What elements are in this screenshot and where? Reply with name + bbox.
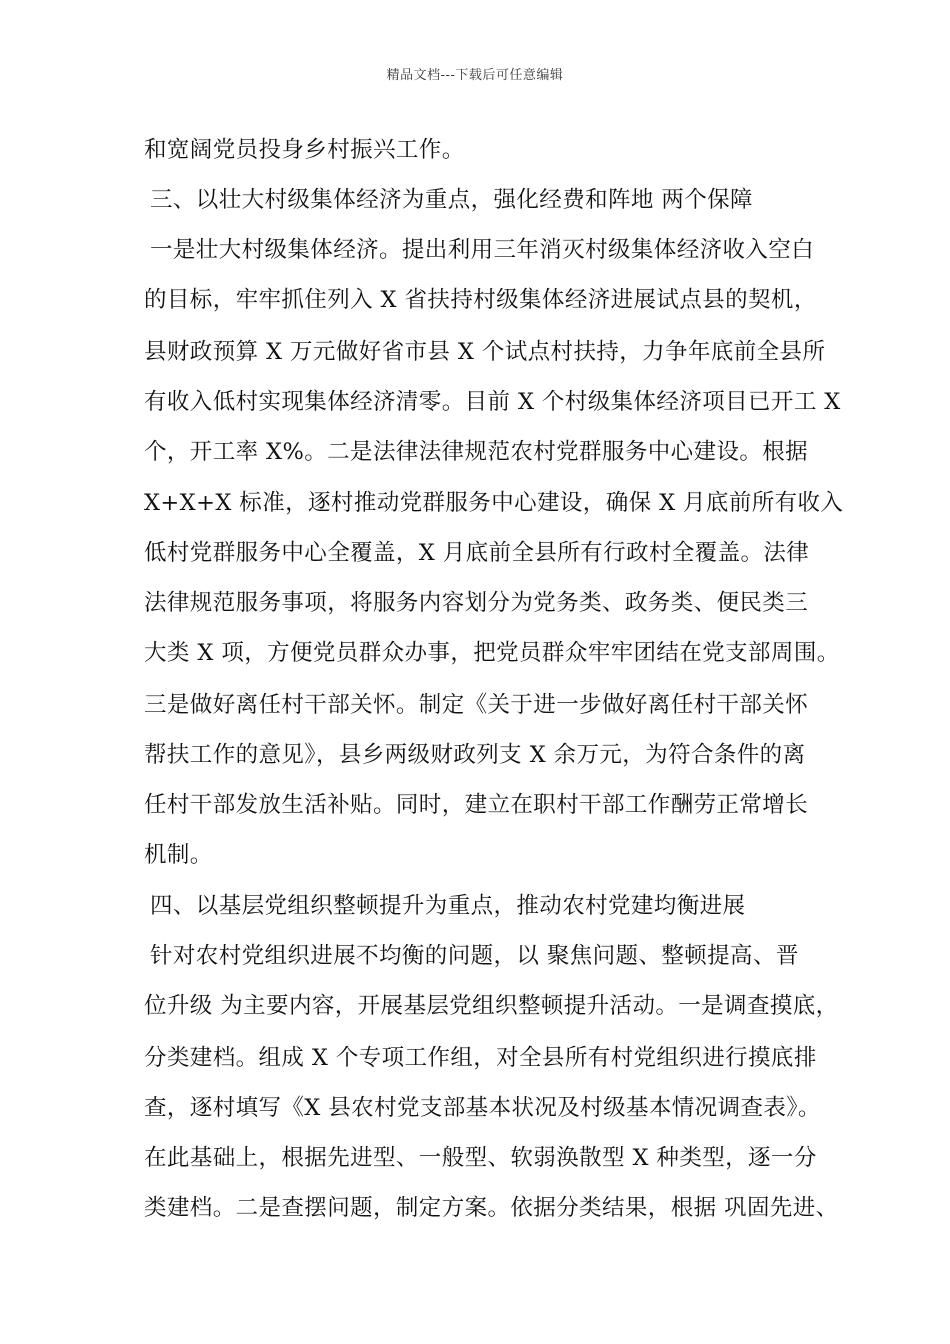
text-line: 低村党群服务中心全覆盖，X 月底前全县所有行政村全覆盖。法律: [144, 540, 810, 566]
section-heading: 四、以基层党组织整顿提升为重点，推动农村党建均衡进展: [150, 893, 746, 919]
text-line: 有收入低村实现集体经济清零。目前 X 个村级集体经济项目已开工 X: [144, 389, 841, 415]
text-line: 县财政预算 X 万元做好省市县 X 个试点村扶持，力争年底前全县所: [144, 339, 826, 365]
text-line: 法律规范服务事项，将服务内容划分为党务类、政务类、便民类三: [144, 590, 809, 616]
text-line: 和宽阔党员投身乡村振兴工作。: [144, 137, 465, 163]
text-line: 一是壮大村级集体经济。提出利用三年消灭村级集体经济收入空白: [150, 237, 815, 263]
text-line: 的目标，牢牢抓住列入 X 省扶持村级集体经济进展试点县的契机，: [144, 287, 817, 313]
text-line: 三是做好离任村干部关怀。制定《关于进一步做好离任村干部关怀: [144, 692, 809, 718]
text-line: 分类建档。组成 X 个专项工作组，对全县所有村党组织进行摸底排: [144, 1045, 817, 1071]
text-line: 任村干部发放生活补贴。同时，建立在职村干部工作酬劳正常增长: [144, 792, 809, 818]
text-line: 帮扶工作的意见》，县乡两级财政列支 X 余万元，为符合条件的离: [144, 742, 806, 768]
text-line: 查，逐村填写《X 县农村党支部基本状况及村级基本情况调查表》。: [144, 1095, 821, 1121]
text-line: 个，开工率 X%。二是法律法律规范农村党群服务中心建设。根据: [144, 439, 809, 465]
text-line: 大类 X 项，方便党员群众办事，把党员群众牢牢团结在党支部周围。: [144, 640, 840, 666]
text-line: X+X+X 标准，逐村推动党群服务中心建设，确保 X 月底前所有收入: [144, 490, 844, 516]
text-line: 机制。: [144, 842, 213, 868]
text-line: 针对农村党组织进展不均衡的问题，以 聚焦问题、整顿提高、晋: [150, 943, 799, 969]
text-line: 类建档。二是查摆问题，制定方案。依据分类结果，根据 巩固先进、: [144, 1195, 839, 1221]
text-line: 位升级 为主要内容，开展基层党组织整顿提升活动。一是调查摸底，: [144, 993, 839, 1019]
text-line: 在此基础上，根据先进型、一般型、软弱涣散型 X 种类型，逐一分: [144, 1145, 817, 1171]
page-header: 精品文档---下载后可任意编辑: [386, 68, 564, 83]
section-heading: 三、以壮大村级集体经济为重点，强化经费和阵地 两个保障: [150, 187, 753, 213]
